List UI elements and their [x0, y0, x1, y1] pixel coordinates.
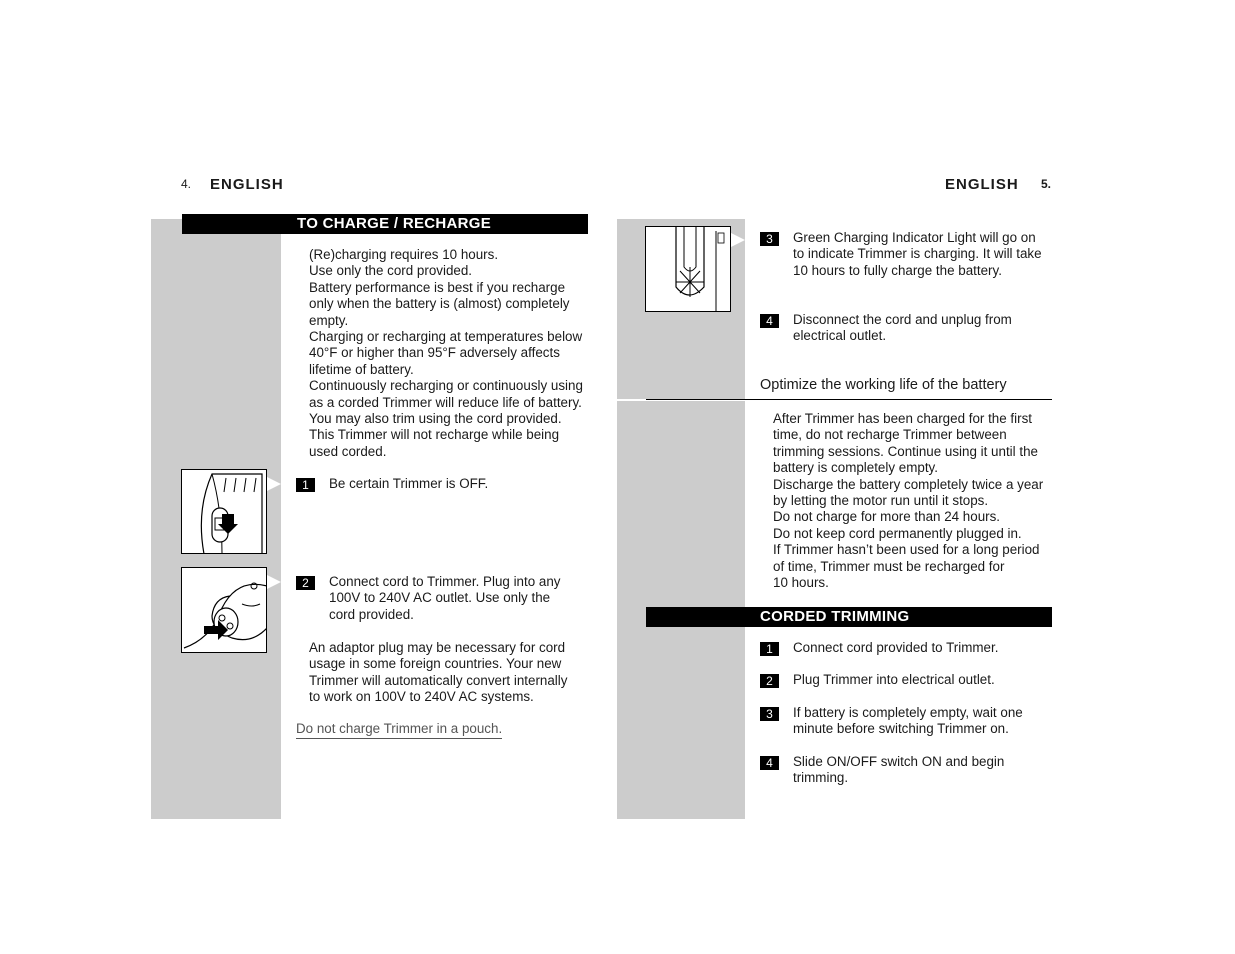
- right-language-header: ENGLISH: [945, 176, 1019, 193]
- step-line: Disconnect the cord and unplug from: [793, 312, 1012, 327]
- optimize-text: [773, 411, 1043, 591]
- corded-step-2-text: [793, 672, 995, 688]
- step-3-text: [793, 230, 1042, 279]
- switch-off-illustration: [181, 469, 267, 554]
- step-number-3: 3: [760, 232, 779, 246]
- corded-step-3-text: [793, 705, 1023, 738]
- pointer-notch-3: [731, 233, 745, 247]
- optimize-line: If Trimmer hasn’t been used for a long period: [773, 542, 1040, 558]
- intro-line: lifetime of battery.: [309, 361, 414, 377]
- intro-line: You may also trim using the cord provided.: [309, 411, 562, 427]
- optimize-rule: [646, 399, 1052, 400]
- step-line: Plug Trimmer into electrical outlet.: [793, 672, 995, 687]
- step-line: If battery is completely empty, wait one: [793, 705, 1023, 720]
- intro-line: used corded.: [309, 443, 387, 459]
- cord-plug-illustration: [181, 567, 267, 653]
- step-line: electrical outlet.: [793, 328, 887, 344]
- pointer-notch-2: [267, 575, 281, 589]
- step-line: minute before switching Trimmer on.: [793, 721, 1009, 737]
- step-line: cord provided.: [329, 606, 414, 622]
- step-line: Be certain Trimmer is OFF.: [329, 476, 489, 491]
- corded-step-number-1: 1: [760, 642, 779, 656]
- optimize-line: Discharge the battery completely twice a year: [773, 476, 1044, 492]
- charge-intro: [309, 247, 583, 460]
- intro-line: Charging or recharging at temperatures below: [309, 329, 583, 345]
- adaptor-note: [309, 640, 567, 706]
- step-4-text: [793, 312, 1012, 345]
- corded-section-title: CORDED TRIMMING: [646, 607, 1052, 627]
- step-1-text: [329, 476, 488, 492]
- step-line: Green Charging Indicator Light will go on: [793, 230, 1036, 245]
- step-line: to indicate Trimmer is charging. It will take: [793, 246, 1042, 262]
- step-line: Connect cord provided to Trimmer.: [793, 640, 999, 655]
- adaptor-line: An adaptor plug may be necessary for cord: [309, 640, 566, 655]
- intro-line: Battery performance is best if you recharge: [309, 279, 566, 295]
- adaptor-line: usage in some foreign countries. Your new: [309, 656, 562, 672]
- optimize-line: by letting the motor run until it stops.: [773, 493, 989, 509]
- corded-step-4-text: [793, 754, 1004, 787]
- optimize-line: After Trimmer has been charged for the first: [773, 411, 1032, 426]
- step-number-4: 4: [760, 314, 779, 328]
- adaptor-line: to work on 100V to 240V AC systems.: [309, 689, 534, 705]
- corded-step-number-2: 2: [760, 674, 779, 688]
- step-line: trimming.: [793, 770, 849, 786]
- step-line: 100V to 240V AC outlet. Use only the: [329, 590, 551, 606]
- intro-line: 40°F or higher than 95°F adversely affects: [309, 345, 560, 361]
- cord-plug-icon: [182, 568, 267, 653]
- optimize-line: trimming sessions. Continue using it until the: [773, 443, 1038, 459]
- step-line: Slide ON/OFF switch ON and begin: [793, 754, 1005, 769]
- corded-step-1-text: [793, 640, 998, 656]
- optimize-line: of time, Trimmer must be recharged for: [773, 558, 1005, 574]
- pouch-warning: Do not charge Trimmer in a pouch.: [296, 721, 502, 739]
- charge-section-title: TO CHARGE / RECHARGE: [182, 214, 588, 234]
- left-language-header: ENGLISH: [210, 176, 284, 193]
- corded-step-number-3: 3: [760, 707, 779, 721]
- charging-light-icon: [646, 227, 731, 312]
- intro-line: as a corded Trimmer will reduce life of battery.: [309, 394, 582, 410]
- optimize-line: time, do not recharge Trimmer between: [773, 427, 1007, 443]
- optimize-heading: Optimize the working life of the battery: [760, 377, 1007, 393]
- adaptor-line: Trimmer will automatically convert internally: [309, 672, 568, 688]
- step-2-text: [329, 574, 560, 623]
- step-line: Connect cord to Trimmer. Plug into any: [329, 574, 561, 589]
- intro-line: (Re)charging requires 10 hours.: [309, 247, 499, 262]
- pointer-notch-1: [267, 477, 281, 491]
- step-line: 10 hours to fully charge the battery.: [793, 262, 1002, 278]
- optimize-line: Do not charge for more than 24 hours.: [773, 509, 1001, 525]
- left-page-number: 4.: [181, 177, 192, 191]
- trimmer-switch-icon: [182, 470, 267, 554]
- intro-line: This Trimmer will not recharge while being: [309, 427, 560, 443]
- corded-step-number-4: 4: [760, 756, 779, 770]
- right-page-number: 5.: [1041, 177, 1052, 191]
- optimize-line: 10 hours.: [773, 575, 829, 591]
- optimize-line: Do not keep cord permanently plugged in.: [773, 525, 1022, 541]
- optimize-line: battery is completely empty.: [773, 460, 938, 476]
- intro-line: Use only the cord provided.: [309, 263, 473, 279]
- step-number-1: 1: [296, 478, 315, 492]
- charging-light-illustration: [645, 226, 731, 312]
- intro-line: Continuously recharging or continuously using: [309, 378, 583, 394]
- intro-line: only when the battery is (almost) completely: [309, 296, 570, 312]
- intro-line: empty.: [309, 312, 349, 328]
- step-number-2: 2: [296, 576, 315, 590]
